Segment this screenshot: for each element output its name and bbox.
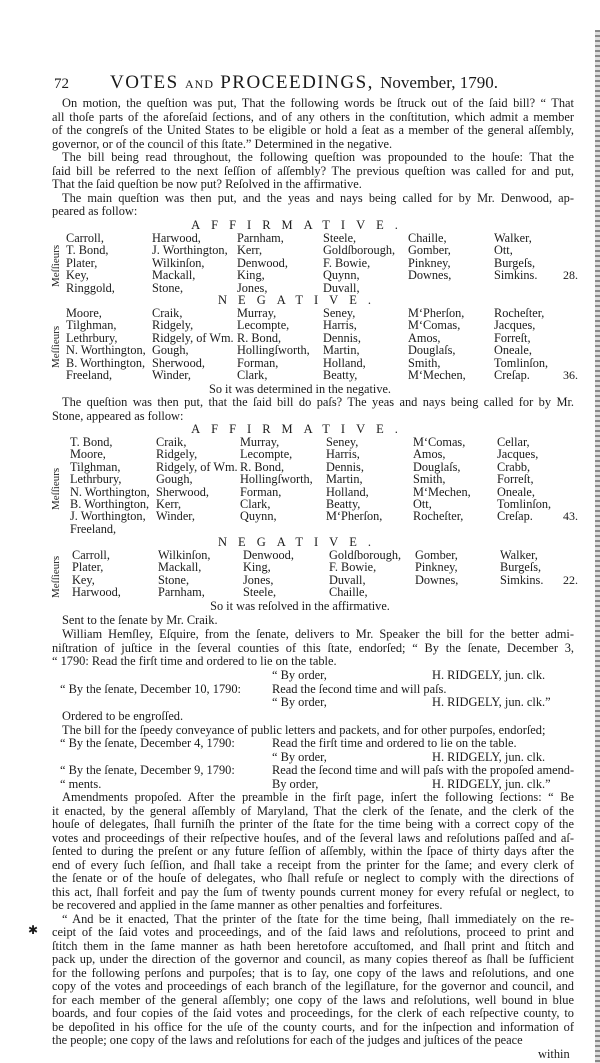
member-name: Carroll, bbox=[66, 231, 104, 245]
member-name: Walker, bbox=[500, 548, 538, 562]
member-name: B. Worthington, bbox=[70, 496, 150, 511]
member-name: Craik, bbox=[156, 435, 187, 449]
member-name: Goldſborough, bbox=[329, 548, 402, 562]
text-line: That the ſaid queſtion be now put? Reſolved in the affirmative. bbox=[52, 177, 362, 191]
member-name: Harwood, bbox=[152, 231, 201, 245]
vote-column bbox=[323, 307, 366, 381]
vote-column bbox=[408, 307, 466, 381]
member-name: Douglaſs, bbox=[413, 459, 461, 474]
member-name: Martin, bbox=[323, 343, 360, 358]
member-name: Carroll, bbox=[72, 548, 110, 562]
text-line: niſtration of juſtice in the ſeveral counties of this ſtate, endorſed; “ By the ſenate, December 3, bbox=[52, 640, 574, 655]
by-order-line bbox=[52, 751, 574, 765]
senate-endorsement-line bbox=[52, 683, 574, 697]
member-name: Amos, bbox=[408, 330, 441, 345]
messieurs-label: Meſſieurs bbox=[50, 555, 62, 598]
vote-column bbox=[152, 307, 234, 381]
vote-column bbox=[237, 232, 288, 294]
messieurs-label: Meſſieurs bbox=[50, 326, 62, 369]
vote-column bbox=[329, 549, 401, 599]
member-name: Sherwood, bbox=[152, 355, 205, 370]
paragraph-main-question bbox=[52, 192, 574, 219]
member-name: Crabb, bbox=[497, 459, 531, 474]
page-title bbox=[110, 72, 498, 95]
text-line: ſented to during the preſent or any future ſeſſion of aſſembly, within the ſpace of thirty days after the bbox=[52, 844, 574, 858]
paragraph-engrossed bbox=[52, 710, 574, 724]
text-line: the people; one copy of the laws and reſolutions for each of the judges and juſtices of the peace bbox=[52, 1033, 523, 1047]
member-name: Murray, bbox=[240, 435, 280, 449]
endorsement-date: “ By the ſenate, December 10, 1790: bbox=[60, 681, 241, 696]
text-line: of the congreſs of the United States to be eligible or hold a ſeat as a member of the general aſſembly, bbox=[52, 123, 574, 137]
member-name: Oneale, bbox=[497, 484, 535, 499]
text-line: boards, and four copies of the ſaid votes and proceedings, for the clerk of each reſpective county, to bbox=[52, 1006, 574, 1020]
member-name: Pinkney, bbox=[415, 560, 458, 575]
member-name: Moore, bbox=[66, 306, 102, 320]
vote-column bbox=[72, 549, 121, 599]
member-name: Oneale, bbox=[494, 343, 532, 358]
member-name: M‘Mechen, bbox=[413, 484, 471, 499]
vote-column bbox=[158, 549, 210, 599]
member-name: Ridgely, of Wm. bbox=[152, 330, 234, 345]
vote-column bbox=[494, 232, 537, 282]
member-name: Dennis, bbox=[323, 330, 361, 345]
member-name: T. Bond, bbox=[70, 435, 113, 449]
clerk-signature: H. RIDGELY, jun. clk.” bbox=[432, 776, 551, 791]
member-name: Quynn, bbox=[240, 509, 277, 524]
member-name: Burgeſs, bbox=[500, 560, 542, 575]
member-name: Mackall, bbox=[158, 560, 202, 575]
vote-column bbox=[156, 436, 238, 523]
text-line: for each member of the general aſſembly; one copy of the laws and reſolutions, well bound in blue bbox=[52, 992, 574, 1007]
text-line: be depoſited in his office for the uſe of the county courts, and for the inſpection and information of bbox=[52, 1019, 574, 1034]
member-name: Seney, bbox=[326, 435, 359, 449]
endorsement-date: “ By the ſenate, December 9, 1790: bbox=[60, 763, 235, 777]
member-name: Lethrbury, bbox=[70, 472, 122, 487]
member-name: Gomber, bbox=[415, 548, 458, 562]
member-name: Chaille, bbox=[408, 231, 447, 245]
member-name: Stone, bbox=[158, 572, 190, 587]
vote-count: 43. bbox=[563, 509, 578, 524]
clerk-signature: H. RIDGELY, jun. clk.” bbox=[432, 695, 551, 709]
vote-heading: NEGATIVE. bbox=[218, 293, 382, 307]
text-line: peared as follow: bbox=[52, 204, 138, 218]
text-line: The main queſtion was then put, and the yeas and nays being called for by Mr. Denwood, ap- bbox=[62, 190, 574, 205]
paragraph-conveyance-bill bbox=[52, 724, 574, 738]
text-line: governor, or of the council of this ſtate.” Determined in the negative. bbox=[52, 136, 393, 151]
paragraph-pass-question bbox=[52, 396, 574, 423]
member-name: Sherwood, bbox=[156, 484, 209, 499]
text-line: be recovered and applied in the ſame manner as other penalties and forfeitures. bbox=[52, 898, 443, 912]
member-name: Forreſt, bbox=[494, 330, 531, 345]
member-name: Key, bbox=[66, 268, 89, 283]
senate-endorsement-line bbox=[52, 737, 574, 751]
text-line: votes and proceedings of their reſpective houſes, and of the ſeveral laws and reſolutions paſſed and aſ- bbox=[52, 830, 574, 845]
member-name: Tomlinſon, bbox=[494, 355, 549, 370]
title-votes: VOTES bbox=[110, 72, 179, 93]
member-name: Forman, bbox=[240, 484, 282, 499]
member-name: Parnham, bbox=[158, 585, 205, 600]
member-name: Winder, bbox=[152, 367, 191, 382]
member-name: Ott, bbox=[413, 496, 432, 511]
text-line: The bill for the ſpeedy conveyance of public letters and packets, and for other purpoſes, endorſed; bbox=[62, 722, 546, 737]
page-number: 72 bbox=[54, 76, 69, 92]
title-date: November, 1790. bbox=[380, 73, 498, 92]
member-name: Beatty, bbox=[323, 367, 358, 382]
text-line: ſtitch them in the ſame manner as hath been heretofore accuſtomed, and ſhall print and ſtitch and bbox=[52, 938, 574, 953]
vote-column bbox=[408, 232, 451, 282]
text-line: this act, ſhall forfeit and pay the ſum of twenty pounds current money for every refuſal or neglect, to bbox=[52, 884, 574, 899]
member-name: Steele, bbox=[243, 585, 277, 600]
member-name: N. Worthington, bbox=[66, 343, 146, 358]
member-name: Smith, bbox=[413, 472, 446, 487]
member-name: F. Bowie, bbox=[323, 255, 371, 270]
vote-column bbox=[494, 307, 548, 381]
member-name: Clark, bbox=[240, 496, 271, 511]
text-line: Amendments propoſed. After the preamble in the firſt page, inſert the following ſections: “ Be bbox=[62, 790, 574, 804]
vote-column bbox=[237, 307, 310, 381]
member-name: Smith, bbox=[408, 355, 441, 370]
member-name: Beatty, bbox=[326, 496, 361, 511]
paragraph-hemsley-bill bbox=[52, 628, 574, 669]
member-name: Jones, bbox=[243, 572, 274, 587]
member-name: Rocheſter, bbox=[494, 306, 545, 320]
member-name: Jacques, bbox=[494, 318, 536, 333]
paragraph-printer-enacted bbox=[52, 913, 574, 1048]
vote-heading: NEGATIVE. bbox=[218, 535, 382, 549]
member-name: T. Bond, bbox=[66, 243, 109, 258]
member-name: Holland, bbox=[323, 355, 366, 370]
member-name: Kerr, bbox=[156, 496, 182, 511]
member-name: Seney, bbox=[323, 306, 356, 320]
text-line: pack up, under the direction of the governor and council, as many copies thereof as ſhall be ſufficient bbox=[52, 952, 574, 966]
member-name: J. Worthington, bbox=[70, 509, 146, 524]
endorsement-date: “ ments. bbox=[60, 776, 102, 791]
order-text: Read the ſecond time and will paſs. bbox=[272, 681, 447, 696]
by-order-line bbox=[52, 696, 574, 710]
running-header bbox=[50, 72, 580, 96]
text-line: Stone, appeared as follow: bbox=[52, 408, 184, 423]
member-name: Quynn, bbox=[323, 268, 360, 283]
member-name: Cellar, bbox=[497, 435, 530, 449]
member-name: Simkins. bbox=[494, 268, 538, 283]
vote-heading: AFFIRMATIVE. bbox=[191, 218, 409, 232]
member-name: Jones, bbox=[237, 280, 268, 295]
member-name: Harris, bbox=[323, 318, 357, 333]
member-name: Hollingſworth, bbox=[240, 472, 313, 487]
member-name: Downes, bbox=[415, 572, 459, 587]
vote-count: 28. bbox=[563, 268, 578, 283]
member-name: Stone, bbox=[152, 280, 184, 295]
text-line: all thoſe parts of the aforeſaid ſections, and of any others in the conſtitution, which admit a member bbox=[52, 109, 574, 124]
text-line: ceipt of the ſaid votes and proceedings, and of the ſaid laws and reſolutions, proceed to print and bbox=[52, 925, 574, 939]
text-line: Sent to the ſenate by Mr. Craik. bbox=[62, 613, 218, 627]
vote2-result: So it was reſolved in the affirmative. bbox=[210, 599, 390, 613]
member-name: Downes, bbox=[408, 268, 452, 283]
member-name: Kerr, bbox=[237, 243, 263, 258]
member-name: Gough, bbox=[156, 472, 193, 487]
member-name: Tomlinſon, bbox=[497, 496, 552, 511]
member-name: F. Bowie, bbox=[329, 560, 377, 575]
member-name: Wilkinſon, bbox=[152, 255, 205, 270]
member-name: Walker, bbox=[494, 231, 532, 245]
clerk-signature: H. RIDGELY, jun. clk. bbox=[432, 749, 546, 764]
member-name: Denwood, bbox=[237, 255, 288, 270]
member-name: Forman, bbox=[237, 355, 279, 370]
messieurs-label: Meſſieurs bbox=[50, 467, 62, 510]
vote-column bbox=[243, 549, 294, 599]
member-name: Clark, bbox=[237, 367, 268, 382]
member-name: Ridgely, of Wm. bbox=[156, 459, 238, 474]
vote1-result: So it was determined in the negative. bbox=[208, 382, 391, 396]
order-text: “ By order, bbox=[272, 668, 327, 682]
vote-column bbox=[66, 232, 115, 294]
paragraph-amendments bbox=[52, 791, 574, 913]
member-name: Holland, bbox=[326, 484, 369, 499]
order-text: By order, bbox=[272, 776, 319, 791]
member-name: Wilkinſon, bbox=[158, 548, 211, 562]
vote-column bbox=[70, 436, 150, 535]
vote-column bbox=[66, 307, 146, 381]
senate-endorsement-line bbox=[52, 764, 574, 778]
member-name: B. Worthington, bbox=[66, 355, 146, 370]
member-name: King, bbox=[243, 560, 271, 575]
vote-count: 22. bbox=[563, 572, 578, 587]
text-line: it enacted, by the general aſſembly of Maryland, That the clerk of the ſenate, and the clerk of the bbox=[52, 803, 574, 818]
order-text: Read the ſecond time and will paſs with the propoſed amend- bbox=[272, 763, 575, 777]
by-order-line bbox=[52, 669, 574, 683]
vote-count: 36. bbox=[563, 368, 578, 382]
member-name: Key, bbox=[72, 572, 95, 587]
order-text: Read the firſt time and ordered to lie on the table. bbox=[272, 736, 517, 750]
member-name: Forreſt, bbox=[497, 472, 534, 487]
member-name: Freeland, bbox=[70, 521, 117, 536]
member-name: Simkins. bbox=[500, 572, 544, 587]
member-name: Douglaſs, bbox=[408, 343, 456, 358]
member-name: Creſap. bbox=[497, 509, 533, 524]
vote-column bbox=[152, 232, 228, 294]
member-name: M‘Comas, bbox=[413, 435, 466, 449]
member-name: Tilghman, bbox=[66, 318, 117, 333]
by-order-line bbox=[52, 778, 574, 792]
member-name: Rocheſter, bbox=[413, 509, 464, 524]
member-name: M‘Mechen, bbox=[408, 367, 466, 382]
member-name: Harwood, bbox=[72, 585, 121, 600]
member-name: Jacques, bbox=[497, 447, 539, 462]
member-name: Gough, bbox=[152, 343, 189, 358]
text-line: The queſtion was then put, that the ſaid bill do paſs? The yeas and nays being called for by Mr. bbox=[62, 395, 574, 409]
member-name: Winder, bbox=[156, 509, 195, 524]
member-name: Amos, bbox=[413, 447, 446, 462]
vote-column bbox=[240, 436, 313, 523]
vote-column bbox=[413, 436, 471, 523]
vote-column bbox=[415, 549, 458, 586]
member-name: Dennis, bbox=[326, 459, 364, 474]
member-name: King, bbox=[237, 268, 265, 283]
member-name: Murray, bbox=[237, 306, 277, 320]
vote-heading: AFFIRMATIVE. bbox=[191, 422, 409, 436]
member-name: Creſap. bbox=[494, 367, 530, 382]
messieurs-label: Meſſieurs bbox=[50, 244, 62, 287]
member-name: Pinkney, bbox=[408, 255, 451, 270]
member-name: Ringgold, bbox=[66, 280, 115, 295]
order-text: “ By order, bbox=[272, 695, 327, 709]
member-name: Plater, bbox=[66, 255, 98, 270]
vote-column bbox=[326, 436, 382, 523]
member-name: Ridgely, bbox=[156, 447, 198, 462]
paragraph-motion bbox=[52, 97, 574, 151]
clerk-signature: H. RIDGELY, jun. clk. bbox=[432, 668, 546, 682]
member-name: Goldſborough, bbox=[323, 243, 396, 258]
member-name: Tilghman, bbox=[70, 459, 121, 474]
member-name: N. Worthington, bbox=[70, 484, 150, 499]
text-line: the ſenate or of the houſe of delegates, who ſhall refuſe or neglect to comply with the directions of bbox=[52, 871, 574, 885]
member-name: Chaille, bbox=[329, 585, 368, 600]
member-name: M‘Pherſon, bbox=[408, 306, 465, 320]
member-name: Lethrbury, bbox=[66, 330, 118, 345]
member-name: Burgeſs, bbox=[494, 255, 536, 270]
catchword: within bbox=[538, 1047, 570, 1061]
member-name: Freeland, bbox=[66, 367, 113, 382]
member-name: Lecompte, bbox=[240, 447, 293, 462]
member-name: J. Worthington, bbox=[152, 243, 228, 258]
text-line: The bill being read throughout, the following queſtion was propounded to the houſe: That the bbox=[62, 150, 574, 164]
endorsement-date: “ By the ſenate, December 4, 1790: bbox=[60, 736, 235, 750]
member-name: Duvall, bbox=[329, 572, 366, 587]
member-name: M‘Comas, bbox=[408, 318, 461, 333]
text-line: ſaid bill be referred to the next ſeſſion of aſſembly? The previous queſtion was called for and put, bbox=[52, 163, 574, 178]
member-name: Harris, bbox=[326, 447, 360, 462]
member-name: Mackall, bbox=[152, 268, 196, 283]
title-and: AND bbox=[184, 77, 214, 91]
member-name: Ridgely, bbox=[152, 318, 194, 333]
member-name: Steele, bbox=[323, 231, 357, 245]
text-line: William Hemſley, Eſquire, from the ſenate, delivers to Mr. Speaker the bill for the better admi- bbox=[62, 627, 574, 641]
member-name: R. Bond, bbox=[237, 330, 282, 345]
member-name: R. Bond, bbox=[240, 459, 285, 474]
member-name: Moore, bbox=[70, 447, 106, 462]
text-line: for the following perſons and purpoſes; that is to ſay, one copy of the laws and reſolutions, and one bbox=[52, 965, 574, 980]
member-name: Duvall, bbox=[323, 280, 360, 295]
text-line: “ And be it enacted, That the printer of the ſtate for the time being, ſhall immediately on the re- bbox=[62, 911, 574, 926]
paragraph-bill-read bbox=[52, 151, 574, 192]
member-name: Plater, bbox=[72, 560, 104, 575]
member-name: Gomber, bbox=[408, 243, 451, 258]
text-line: Ordered to be engroſſed. bbox=[62, 709, 184, 723]
member-name: Parnham, bbox=[237, 231, 284, 245]
member-name: Hollingſworth, bbox=[237, 343, 310, 358]
title-proceedings: PROCEEDINGS, bbox=[220, 72, 374, 93]
text-line: On motion, the queſtion was put, That the following words be ſtruck out of the ſaid bill? “ That bbox=[62, 96, 574, 110]
member-name: M‘Pherſon, bbox=[326, 509, 383, 524]
vote-column bbox=[497, 436, 551, 523]
ink-blot-mark: ✱ bbox=[28, 923, 39, 937]
member-name: Craik, bbox=[152, 306, 183, 320]
member-name: Lecompte, bbox=[237, 318, 290, 333]
order-text: “ By order, bbox=[272, 749, 327, 764]
text-line: copy of the votes and proceedings of each branch of the legiſlature, for the governor and council, and bbox=[52, 979, 574, 993]
paragraph-sent-to-senate bbox=[52, 614, 574, 628]
text-line: “ 1790: Read the firſt time and ordered to lie on the table. bbox=[52, 654, 337, 668]
text-line: houſe of delegates, ſhall furniſh the printer of the ſtate for the time being with a correct copy of the bbox=[52, 817, 574, 831]
text-line: end of every ſuch ſeſſion, and ſhall take a receipt from the printer for the ſame; and every clerk of bbox=[52, 857, 574, 872]
vote-column bbox=[500, 549, 543, 586]
member-name: Denwood, bbox=[243, 548, 294, 562]
member-name: Ott, bbox=[494, 243, 513, 258]
vote-column bbox=[323, 232, 395, 294]
member-name: Martin, bbox=[326, 472, 363, 487]
